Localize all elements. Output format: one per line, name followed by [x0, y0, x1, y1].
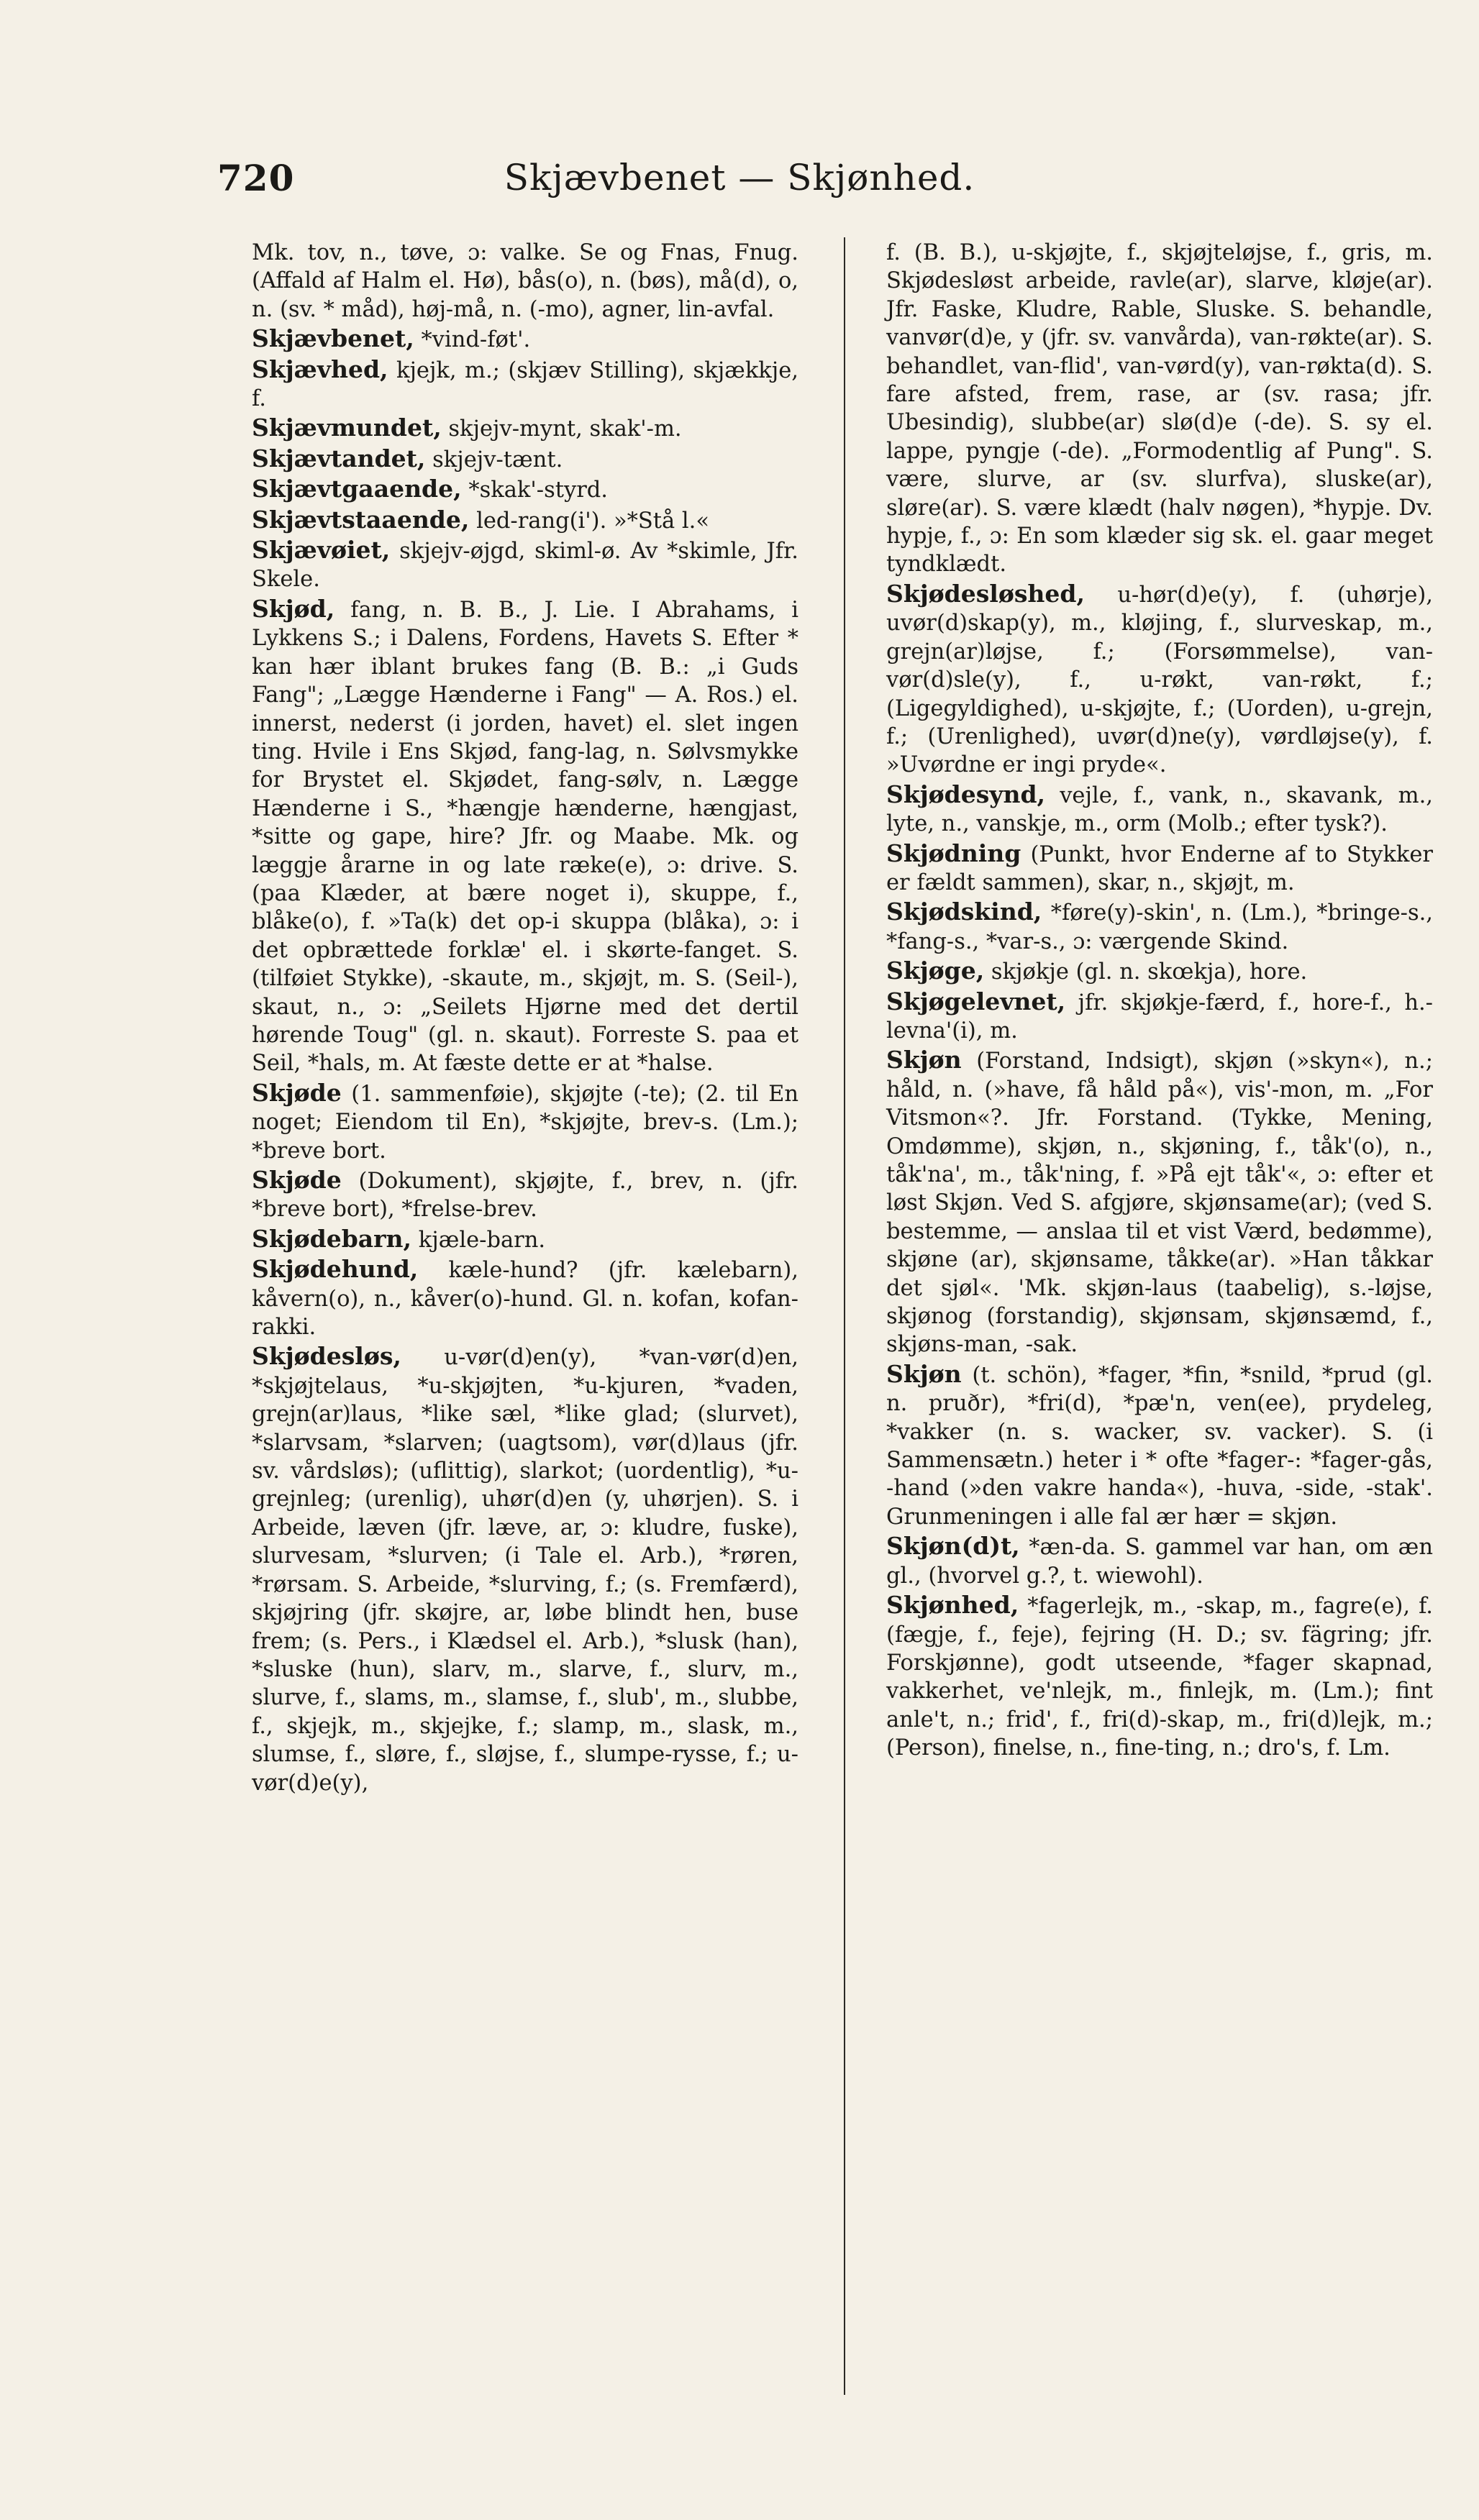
dictionary-entry	[886, 1591, 1433, 1762]
dictionary-entry	[252, 1255, 798, 1341]
dictionary-entry	[252, 536, 798, 594]
dictionary-entry	[886, 957, 1433, 986]
entry-text: u-vør(d)en(y), *van-vør(d)en, *skjøjtelaus, *u-skjøjten, *u-kjuren, *vaden, grejn(ar)laus, *like sæl, *like glad; (slurvet), *slarvsam, *slarven; (uagtsom), vør(d)laus (jfr. sv. vårdsløs); (uflittig), slarkot; (uordentlig), *u-grejnleg; (urenlig), uhør(d)en (y, uhørjen). S. i Arbeide, læven (jfr. læve, ar, ɔ: kludre, fuske), slurvesam, *slurven; (i Tale el. Arb.), *røren, *rørsam. S. Arbeide, *slurving, f.; (s. Fremfærd), skjøjring (jfr. skøjre, ar, løbe blindt hen, buse frem; (s. Pers., i Klædsel el. Arb.), *slusk (han), *sluske (hun), slarv, m., slarve, f., slurv, m., slurve, f., slams, m., slamse, f., slub', m., slubbe, f., skjejk, m., skjejke, f.; slamp, m., slask, m., slumse, f., sløre, f., sløjse, f., slumpe-rysse, f.; u-vør(d)e(y),	[252, 1345, 798, 1796]
dictionary-entry	[886, 987, 1433, 1046]
entry-headword: Skjød,	[252, 594, 335, 623]
dictionary-entry	[252, 237, 798, 324]
entry-headword: Skjævøiet,	[252, 536, 391, 565]
dictionary-entry	[886, 237, 1433, 579]
entry-text: kjæle-barn.	[418, 1227, 546, 1253]
entry-text: kjejk, m.; (skjæv Stilling), skjækkje, f.	[252, 357, 798, 412]
dictionary-entry	[252, 1079, 798, 1165]
entry-headword: Skjævbenet,	[252, 324, 414, 353]
entry-headword: Skjødesynd,	[886, 780, 1046, 808]
entry-headword: Skjøn	[886, 1046, 962, 1074]
entry-text: f. (B. B.), u-skjøjte, f., skjøjteløjse, f., gris, m. Skjødesløst arbeide, ravle(ar), slarve, kløje(ar). Jfr. Faske, Kludre, Rable, Sluske. S. behandle, vanvør(d)e, y (jfr. sv. vanvårda), van-røkte(ar). S. behandlet, van-flid', van-vørd(y), van-røkta(d). S. fare afsted, frem, rase, ar (sv. rasa; jfr. Ubesindig), slubbe(ar) slø(d)e (-de). S. sy el. lappe, pyngje (-de). „Formodentlig af Pung". S. være, slurve, ar (sv. slurfva), sluske(ar), sløre(ar). S. være klædt (halv nøgen), *hypje. Dv. hypje, f., ɔ: En som klæder sig sk. el. gaar meget tyndklædt.	[886, 240, 1433, 578]
entry-headword: Skjøgelevnet,	[886, 987, 1066, 1015]
dictionary-entry	[886, 839, 1433, 898]
entry-text: jfr. skjøkje-færd, f., hore-f., h.-levna'(i), m.	[886, 990, 1433, 1044]
running-title: Skjævbenet — Skjønhed.	[504, 157, 975, 198]
dictionary-entry	[886, 1360, 1433, 1531]
entry-text: (1. sammenføie), skjøjte (-te); (2. til En noget; Eiendom til En), *skjøjte, brev-s. (Lm.); *breve bort.	[252, 1081, 798, 1164]
dictionary-entry	[252, 475, 798, 504]
entry-headword: Skjævhed,	[252, 355, 388, 383]
dictionary-entry	[886, 898, 1433, 956]
dictionary-entry	[886, 580, 1433, 780]
dictionary-entry	[252, 506, 798, 535]
entry-headword: Skjødesløshed,	[886, 579, 1085, 608]
dictionary-entry	[252, 414, 798, 443]
dictionary-entry	[252, 1166, 798, 1224]
entry-text: u-hør(d)e(y), f. (uhørje), uvør(d)skap(y), m., kløjing, f., slurveskap, m., grejn(ar)løjse, f.; (Forsømmelse), van-vør(d)sle(y), f., u-røkt, van-røkt, f.; (Ligegyldighed), u-skjøjte, f.; (Uorden), u-grejn, f.; (Urenlighed), uvør(d)ne(y), vørdløjse(y), f. »Uvørdne er ingi pryde«.	[886, 582, 1433, 778]
entry-text: led-rang(i'). »*Stå l.«	[476, 508, 710, 534]
page-number: 720	[217, 157, 295, 199]
dictionary-entry	[252, 444, 798, 474]
entry-text: *vind-føt'.	[421, 327, 531, 353]
entry-headword: Skjødskind,	[886, 898, 1042, 926]
page-header	[0, 157, 1479, 214]
dictionary-entry	[252, 1342, 798, 1797]
entry-headword: Skjøde	[252, 1166, 342, 1194]
entry-text: vejle, f., vank, n., skavank, m., lyte, n., vanskje, m., orm (Molb.; efter tysk?).	[886, 782, 1433, 837]
entry-text: kæle-hund? (jfr. kælebarn), kåvern(o), n., kåver(o)-hund. Gl. n. kofan, kofan-rakki.	[252, 1258, 798, 1341]
entry-text: (Dokument), skjøjte, f., brev, n. (jfr. *breve bort), *frelse-brev.	[252, 1169, 798, 1223]
entry-headword: Skjødning	[886, 839, 1021, 867]
dictionary-entry	[252, 355, 798, 414]
dictionary-entry	[886, 1046, 1433, 1359]
dictionary-entry	[252, 595, 798, 1078]
entry-headword: Skjøn(d)t,	[886, 1532, 1020, 1561]
entry-headword: Skjøge,	[886, 957, 985, 985]
entry-headword: Skjødehund,	[252, 1255, 419, 1284]
entry-headword: Skjævtgaaende,	[252, 475, 462, 503]
entry-text: *æn-da. S. gammel var han, om æn gl., (hvorvel g.?, t. wiewohl).	[886, 1535, 1433, 1589]
entry-text: fang, n. B. B., J. Lie. I Abrahams, i Lykkens S.; i Dalens, Fordens, Havets S. Efter * kan hær iblant brukes fang (B. B.: „i Guds Fang"; „Lægge Hænderne i Fang" — A. Ros.) el. innerst, nederst (i jorden, havet) el. slet ingen ting. Hvile i Ens Skjød, fang-lag, n. Sølvsmykke for Brystet el. Skjødet, fang-sølv, n. Lægge Hænderne i S., *hængje hænderne, hængjast, *sitte og gape, hire? Jfr. og Maabe. Mk. og læggje årarne in og late ræke(e), ɔ: drive. S. (paa Klæder, at bære noget i), skuppe, f., blåke(o), f. »Ta(k) det op-i skuppa (blåka), ɔ: i det opbrættede forklæ' el. i skørte-fanget. S. (tilføiet Stykke), -skaute, m., skjøjt, m. S. (Seil-), skaut, n., ɔ: „Seilets Hjørne med det dertil hørende Toug" (gl. n. skaut). Forreste S. paa et Seil, *hals, m. At fæste dette er at *halse.	[252, 597, 798, 1077]
entry-headword: Skjævmundet,	[252, 414, 442, 442]
column-divider	[844, 237, 845, 2395]
entry-text: skjøkje (gl. n. skœkja), hore.	[991, 959, 1308, 985]
entry-headword: Skjøn	[886, 1359, 962, 1388]
entry-text: (Punkt, hvor Enderne af to Stykker er fældt sammen), skar, n., skjøjt, m.	[886, 841, 1433, 895]
entry-headword: Skjøde	[252, 1078, 342, 1107]
entry-text: skjejv-mynt, skak'-m.	[448, 416, 682, 442]
entry-text: skjejv-øjgd, skiml-ø. Av *skimle, Jfr. Skele.	[252, 539, 798, 593]
left-column	[252, 237, 798, 1798]
dictionary-entry	[886, 780, 1433, 839]
entry-text: Mk. tov, n., tøve, ɔ: valke. Se og Fnas, Fnug. (Affald af Halm el. Hø), bås(o), n. (bøs), må(d), o, n. (sv. * måd), høj-må, n. (-mo), agner, lin-avfal.	[252, 240, 798, 322]
entry-text: (t. schön), *fager, *fin, *snild, *prud (gl. n. pruðr), *fri(d), *pæ'n, ven(ee), prydeleg, *vakker (n. s. wacker, sv. vacker). S. (i Sammensætn.) heter i * ofte *fager-: *fager-gås, -hand (»den vakre handa«), -huva, -side, -stak'. Grunmeningen i alle fal ær hær = skjøn.	[886, 1362, 1433, 1530]
entry-text: *skak'-styrd.	[468, 478, 609, 503]
entry-headword: Skjævtstaaende,	[252, 505, 470, 534]
entry-text: *fagerlejk, m., -skap, m., fagre(e), f. (fægje, f., feje), fejring (H. D.; sv. fägring; jfr. Forskjønne), godt utseende, *fager skapnad, vakkerhet, ve'nlejk, m., finlejk, m. (Lm.); fint anle't, n.; frid', f., fri(d)-skap, m., fri(d)lejk, m.; (Person), finelse, n., fine-ting, n.; dro's, f. Lm.	[886, 1594, 1433, 1761]
dictionary-entry	[886, 1532, 1433, 1590]
right-column	[886, 237, 1433, 1763]
entry-text: *føre(y)-skin', n. (Lm.), *bringe-s., *fang-s., *var-s., ɔ: værgende Skind.	[886, 900, 1433, 954]
entry-headword: Skjævtandet,	[252, 444, 426, 472]
entry-text: skjejv-tænt.	[432, 447, 563, 472]
entry-text: (Forstand, Indsigt), skjøn (»skyn«), n.; håld, n. (»have, få håld på«), vis'-mon, m. „For Vitsmon«?. Jfr. Forstand. (Tykke, Mening, Omdømme), skjøn, n., skjøning, f., tåk'(o), n., tåk'na', m., tåk'ning, f. »På ejt tåk'«, ɔ: efter et løst Skjøn. Ved S. afgjøre, skjønsame(ar); (ved S. bestemme, — anslaa til et vist Værd, bedømme), skjøne (ar), skjønsame, tåkke(ar). »Han tåkkar det sjøl«. 'Mk. skjøn-laus (taabelig), s.-løjse, skjønog (forstandig), skjønsam, skjønsæmd, f., skjøns-man, -sak.	[886, 1049, 1433, 1358]
dictionary-entry	[252, 1225, 798, 1254]
entry-headword: Skjønhed,	[886, 1591, 1019, 1620]
entry-headword: Skjødebarn,	[252, 1224, 412, 1253]
entry-headword: Skjødesløs,	[252, 1342, 401, 1371]
dictionary-entry	[252, 324, 798, 354]
